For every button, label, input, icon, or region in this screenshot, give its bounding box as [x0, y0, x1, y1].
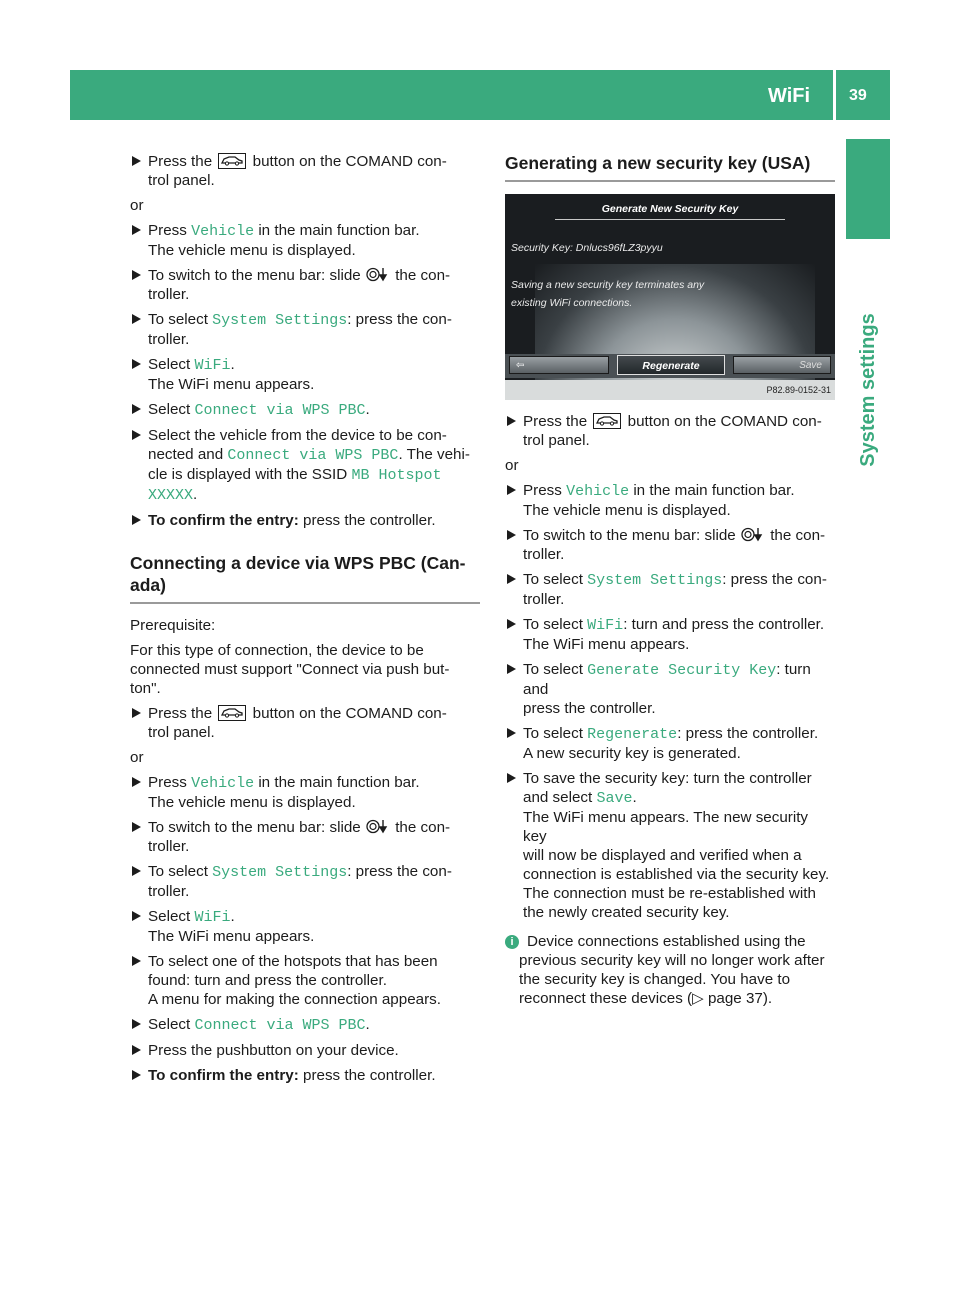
section-heading: Generating a new security key (USA)	[505, 152, 835, 182]
list-item: Press the button on the COMAND con- trol panel.	[130, 704, 480, 742]
list-item: Press the button on the COMAND con- trol panel.	[130, 152, 480, 190]
list-item: Select the vehicle from the device to be con- nected and Connect via WPS PBC. The vehi- cle is displayed with the SSID MB Hotspot XXXXX.	[130, 426, 480, 505]
list-item: To switch to the menu bar: slide the con- troller.	[130, 818, 480, 856]
car-button-icon	[218, 705, 246, 721]
list-item: To confirm the entry: press the controller.	[130, 511, 480, 530]
left-column	[130, 152, 480, 1091]
list-item: Press the pushbutton on your device.	[130, 1041, 480, 1060]
list-item: Press Vehicle in the main function bar. The vehicle menu is displayed.	[130, 773, 480, 812]
list-item: Select Connect via WPS PBC.	[130, 1015, 480, 1035]
list-item: To select Generate Security Key: turn and press the controller.	[505, 660, 835, 718]
prerequisite-label: Prerequisite:	[130, 617, 216, 634]
header-divider	[833, 70, 836, 120]
screen-security-key: Security Key: Dnlucs96fLZ3pyyu	[511, 242, 663, 254]
right-column	[505, 152, 835, 1008]
info-note: i Device connections established using the previous security key will no longer work after the security key is changed. You have to reconnect these devices (▷ page 37).	[505, 932, 835, 1008]
list-item: To select Regenerate: press the controller. A new security key is generated.	[505, 724, 835, 763]
screen-title: Generate New Security Key	[555, 199, 785, 220]
screen-message: Saving a new security key terminates any	[511, 279, 705, 291]
or-text: or	[130, 749, 144, 766]
controller-slide-icon	[366, 819, 390, 834]
car-button-icon	[593, 413, 621, 429]
list-item: To select WiFi: turn and press the controller. The WiFi menu appears.	[505, 615, 835, 654]
screen-message: existing WiFi connections.	[511, 297, 633, 309]
list-item: To select System Settings: press the con- troller.	[130, 310, 480, 349]
or-text: or	[505, 457, 519, 474]
section-label: System settings	[857, 313, 879, 467]
list-item: To select one of the hotspots that has been found: turn and press the controller. A menu for making the connection appears.	[130, 952, 480, 1009]
page-title: WiFi	[768, 85, 811, 107]
header-bar	[70, 70, 890, 120]
list-item: To select System Settings: press the con- troller.	[505, 570, 835, 609]
regenerate-button: Regenerate	[617, 355, 725, 375]
list-item: To save the security key: turn the controller and select Save. The WiFi menu appears. The new security key will now be displayed and verified when a connection is established via the security key. The connection must be re-established with the newly created security key.	[505, 769, 835, 922]
side-tab	[846, 139, 890, 239]
list-item: Select WiFi. The WiFi menu appears.	[130, 907, 480, 946]
list-item: Select WiFi. The WiFi menu appears.	[130, 355, 480, 394]
list-item: Press Vehicle in the main function bar. The vehicle menu is displayed.	[130, 221, 480, 260]
image-reference: P82.89-0152-31	[505, 380, 835, 400]
page-reference-arrow: ▷	[692, 990, 704, 1007]
info-icon: i	[505, 935, 519, 949]
list-item: To select System Settings: press the con- troller.	[130, 862, 480, 901]
section-heading: Connecting a device via WPS PBC (Can- ada)	[130, 552, 480, 604]
or-text: or	[130, 197, 144, 214]
back-button: ⇦	[509, 356, 609, 374]
save-button: Save	[733, 356, 831, 374]
list-item: To switch to the menu bar: slide the con- troller.	[505, 526, 835, 564]
list-item: Press Vehicle in the main function bar. The vehicle menu is displayed.	[505, 481, 835, 520]
paragraph: For this type of connection, the device to be connected must support "Connect via push but- ton".	[130, 642, 450, 697]
comand-screenshot	[505, 194, 835, 400]
list-item: Select Connect via WPS PBC.	[130, 400, 480, 420]
page-number: 39	[849, 87, 867, 104]
list-item: To confirm the entry: press the controller.	[130, 1066, 480, 1085]
car-button-icon	[218, 153, 246, 169]
list-item: Press the button on the COMAND con- trol panel.	[505, 412, 835, 450]
controller-slide-icon	[741, 527, 765, 542]
controller-slide-icon	[366, 267, 390, 282]
list-item: To switch to the menu bar: slide the con- troller.	[130, 266, 480, 304]
